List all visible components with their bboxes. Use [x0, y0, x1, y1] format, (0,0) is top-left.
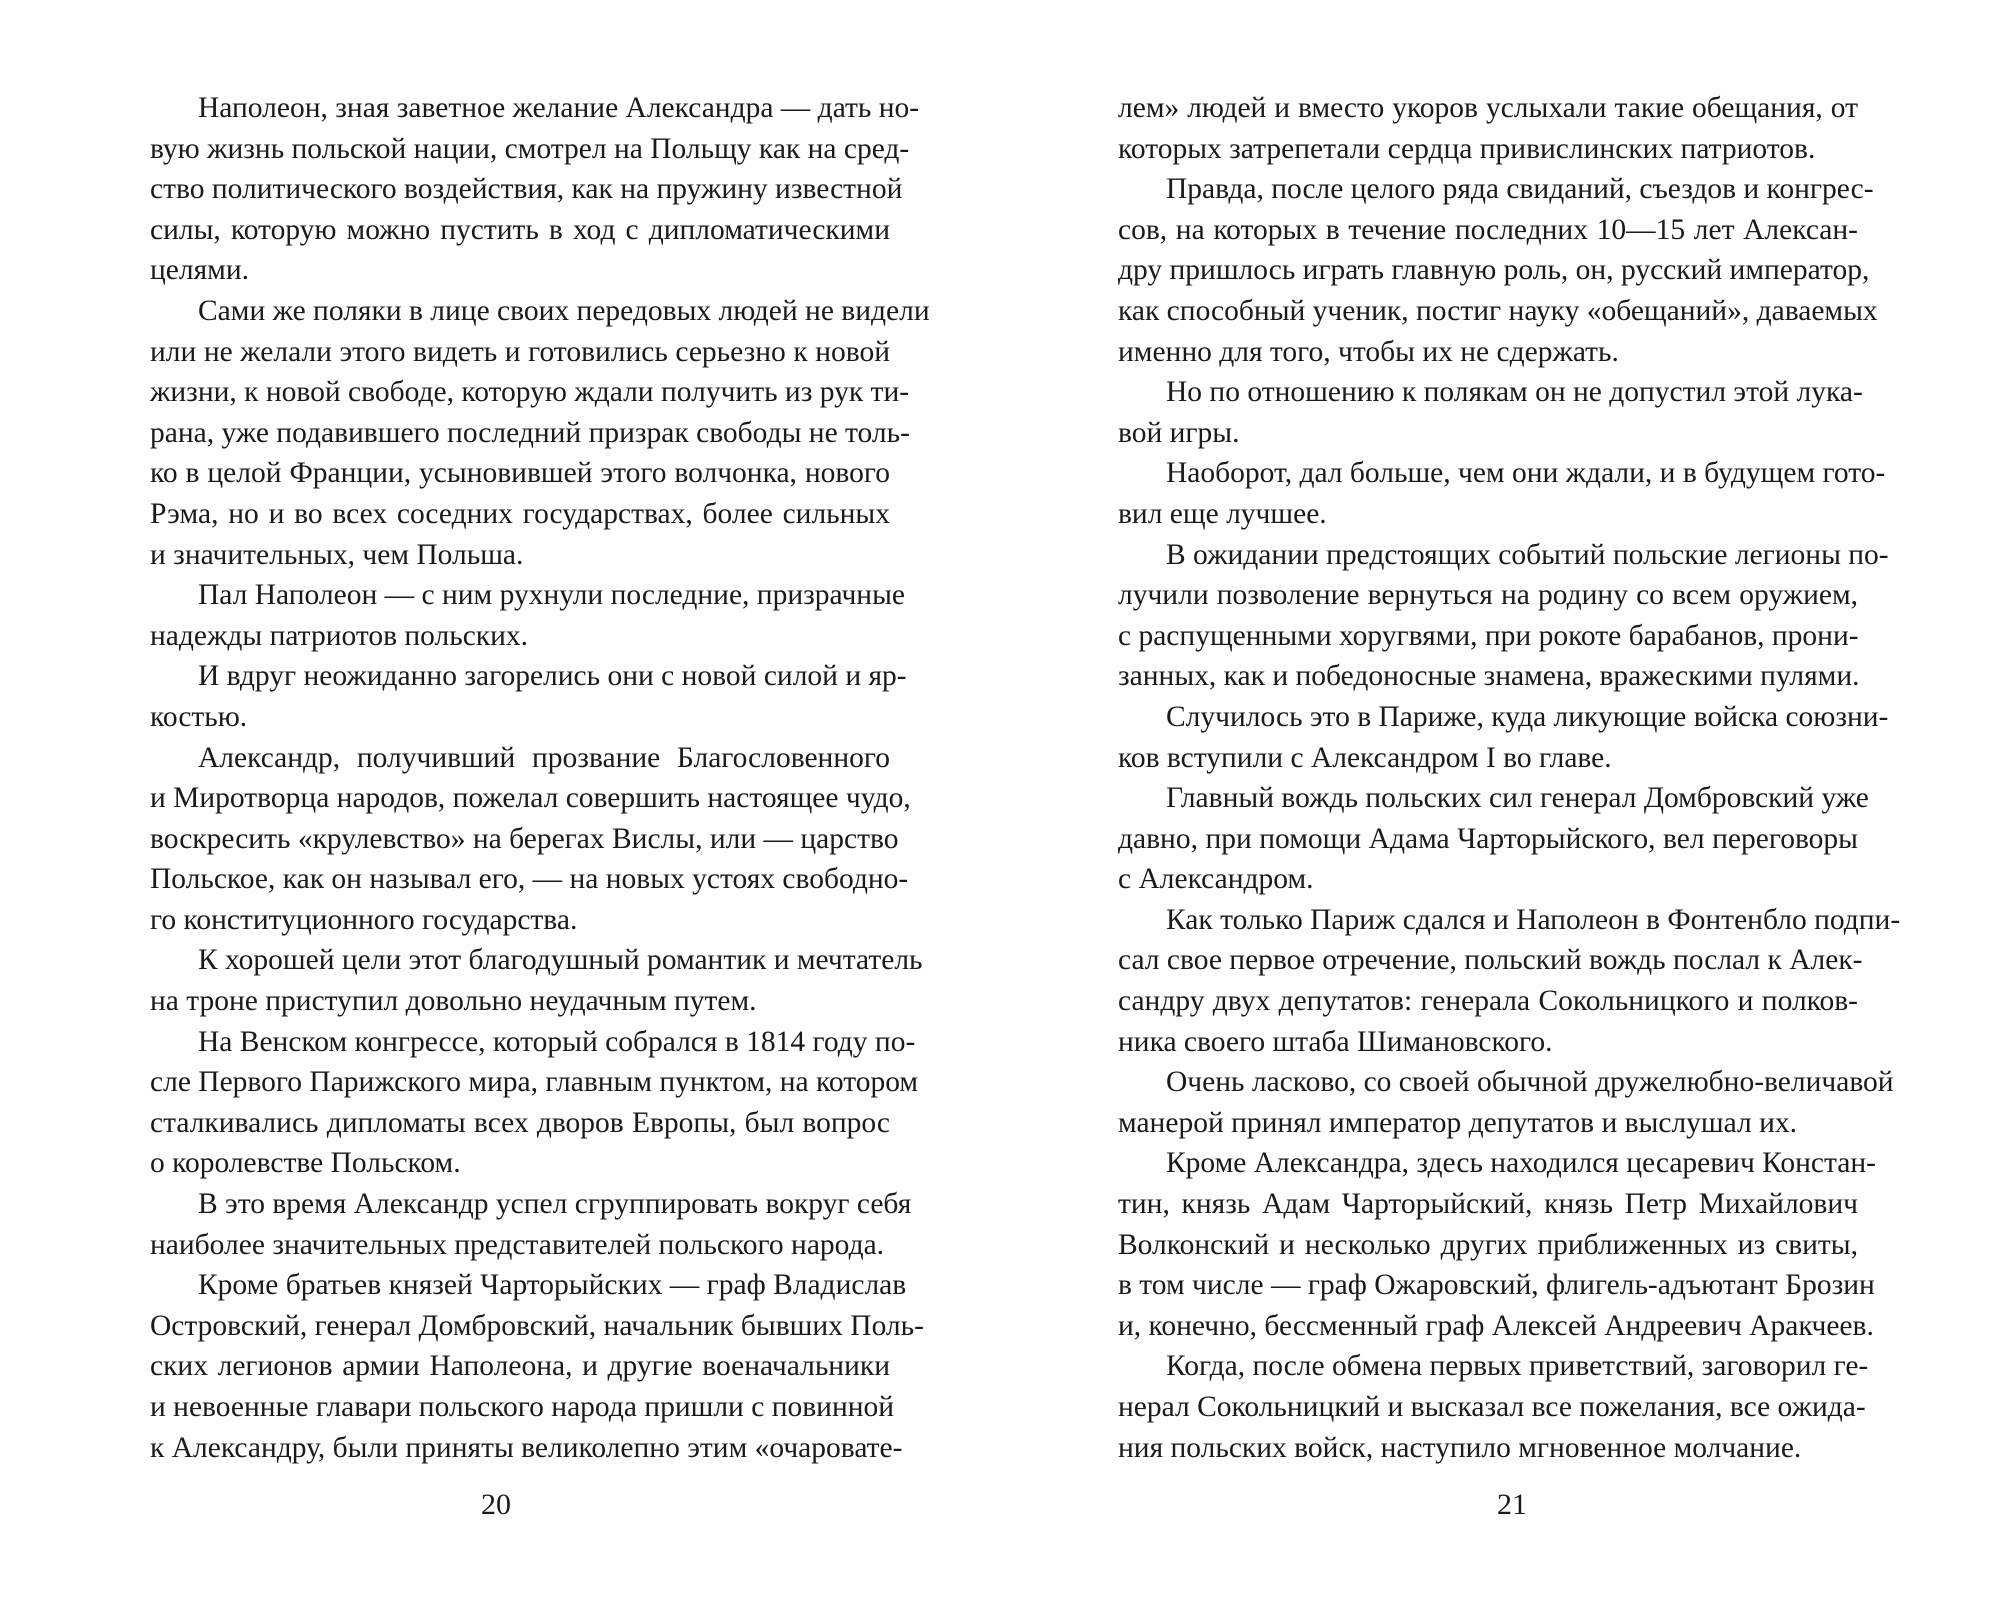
text-line: дру пришлось играть главную роль, он, русский император, [1118, 254, 1870, 287]
text-line: Правда, после целого ряда свиданий, съездов и конгрес- [1166, 173, 1874, 206]
text-line: ника своего штаба Шимановского. [1118, 1025, 1553, 1058]
text-line: ния польских войск, наступило мгновенное молчание. [1118, 1431, 1802, 1464]
text-line: В это время Александр успел сгруппировать вокруг себя [198, 1188, 912, 1221]
text-line: в том числе — граф Ожаровский, флигель-адъютант Брозин [1118, 1269, 1875, 1302]
text-line: давно, при помощи Адама Чарторыйского, вел переговоры [1118, 822, 1858, 855]
text-line: костью. [150, 700, 248, 733]
text-line: сле Первого Парижского мира, главным пунктом, на котором [150, 1066, 919, 1099]
right-page-text [1118, 88, 1901, 1468]
text-line: Когда, после обмена первых приветствий, заговорил ге- [1166, 1350, 1869, 1383]
text-line: Случилось это в Париже, куда ликующие войска союзни- [1166, 700, 1889, 733]
text-line: с Александром. [1118, 863, 1314, 896]
left-page-text [150, 88, 930, 1468]
text-line: вой игры. [1118, 416, 1240, 449]
text-line: надежды патриотов польских. [150, 619, 529, 652]
text-line: к Александру, были приняты великолепно этим «очаровате- [150, 1431, 903, 1464]
text-line: Сами же поляки в лице своих передовых людей не видели [198, 294, 930, 327]
text-line: силы, которую можно пустить в ход с дипломатическими [150, 213, 890, 246]
text-line: сов, на которых в течение последних 10—15 лет Алексан- [1118, 213, 1858, 246]
text-line: рана, уже подавившего последний призрак свободы не толь- [150, 416, 910, 449]
text-line: И вдруг неожиданно загорелись они с новой силой и яр- [198, 660, 907, 693]
text-line: и Миротворца народов, пожелал совершить настоящее чудо, [150, 782, 911, 815]
text-line: как способный ученик, постиг науку «обещаний», даваемых [1118, 294, 1878, 327]
text-line: ко в целой Франции, усыновившей этого волчонка, нового [150, 457, 890, 490]
text-line: и, конечно, бессменный граф Алексей Андреевич Аракчеев. [1118, 1309, 1874, 1342]
text-line: которых затрепетали сердца привислинских патриотов. [1118, 132, 1816, 165]
text-line: именно для того, чтобы их не сдержать. [1118, 335, 1619, 368]
text-line: наиболее значительных представителей польского народа. [150, 1228, 885, 1261]
text-line: сталкивались дипломаты всех дворов Европы, был вопрос [150, 1106, 890, 1139]
text-line: с распущенными хоругвями, при рокоте барабанов, прони- [1118, 619, 1859, 652]
text-line: лем» людей и вместо укоров услыхали такие обещания, от [1118, 92, 1858, 124]
text-line: или не желали этого видеть и готовились серьезно к новой [150, 335, 890, 368]
text-line: жизни, к новой свободе, которую ждали получить из рук ти- [150, 376, 910, 409]
text-line: тин, князь Адам Чарторыйский, князь Петр Михайлович [1118, 1188, 1858, 1221]
text-line: го конституционного государства. [150, 903, 578, 936]
text-line: занных, как и победоносные знамена, вражескими пулями. [1118, 660, 1860, 693]
text-line: В ожидании предстоящих событий польские легионы по- [1166, 538, 1889, 571]
text-line: Волконский и несколько других приближенных из свиты, [1118, 1228, 1858, 1261]
text-line: лучили позволение вернуться на родину со всем оружием, [1118, 579, 1858, 612]
text-line: ских легионов армии Наполеона, и другие военачальники [150, 1350, 890, 1383]
text-line: Александр, получивший прозвание Благословенного [198, 741, 890, 774]
text-line: Главный вождь польских сил генерал Домбровский уже [1166, 782, 1869, 815]
text-line: К хорошей цели этот благодушный романтик и мечтатель [198, 944, 923, 977]
text-line: сал свое первое отречение, польский вождь послал к Алек- [1118, 944, 1863, 977]
text-line: сандру двух депутатов: генерала Сокольницкого и полков- [1118, 985, 1858, 1018]
text-line: На Венском конгрессе, который собрался в 1814 году по- [198, 1025, 916, 1058]
text-line: Но по отношению к полякам он не допустил этой лука- [1166, 376, 1863, 409]
text-line: Польское, как он называл его, — на новых устоях свободно- [150, 863, 909, 896]
text-line: о королевстве Польском. [150, 1147, 461, 1180]
text-line: Рэма, но и во всех соседних государствах, более сильных [150, 497, 890, 530]
text-line: Наоборот, дал больше, чем они ждали, и в будущем гото- [1166, 457, 1886, 490]
text-line: на троне приступил довольно неудачным путем. [150, 985, 757, 1018]
text-line: Пал Наполеон — с ним рухнули последние, призрачные [198, 579, 905, 612]
text-line: манерой принял император депутатов и выслушал их. [1118, 1106, 1798, 1139]
right-page-number: 21 [1497, 1488, 1527, 1521]
text-line: и значительных, чем Польша. [150, 538, 524, 571]
text-line: вил еще лучшее. [1118, 497, 1327, 530]
text-line: вую жизнь польской нации, смотрел на Польщу как на сред- [150, 132, 910, 165]
text-line: целями. [150, 254, 250, 287]
text-line: Как только Париж сдался и Наполеон в Фонтенбло подпи- [1166, 903, 1901, 936]
text-line: Очень ласково, со своей обычной дружелюбно-величавой [1166, 1066, 1894, 1099]
text-line: воскресить «крулевство» на берегах Вислы, или — царство [150, 822, 899, 855]
text-line: ство политического воздействия, как на пружину известной [150, 173, 903, 206]
text-line: Кроме братьев князей Чарторыйских — граф Владислав [198, 1269, 907, 1302]
text-line: и невоенные главари польского народа пришли с повинной [150, 1391, 895, 1423]
left-page-number: 20 [481, 1488, 511, 1521]
text-line: нерал Сокольницкий и высказал все пожелания, все ожида- [1118, 1391, 1866, 1423]
text-line: Кроме Александра, здесь находился цесаревич Констан- [1166, 1147, 1876, 1180]
text-line: ков вступили с Александром I во главе. [1118, 741, 1612, 774]
text-line: Островский, генерал Домбровский, начальник бывших Поль- [150, 1309, 924, 1342]
text-line: Наполеон, зная заветное желание Александра — дать но- [198, 92, 920, 124]
